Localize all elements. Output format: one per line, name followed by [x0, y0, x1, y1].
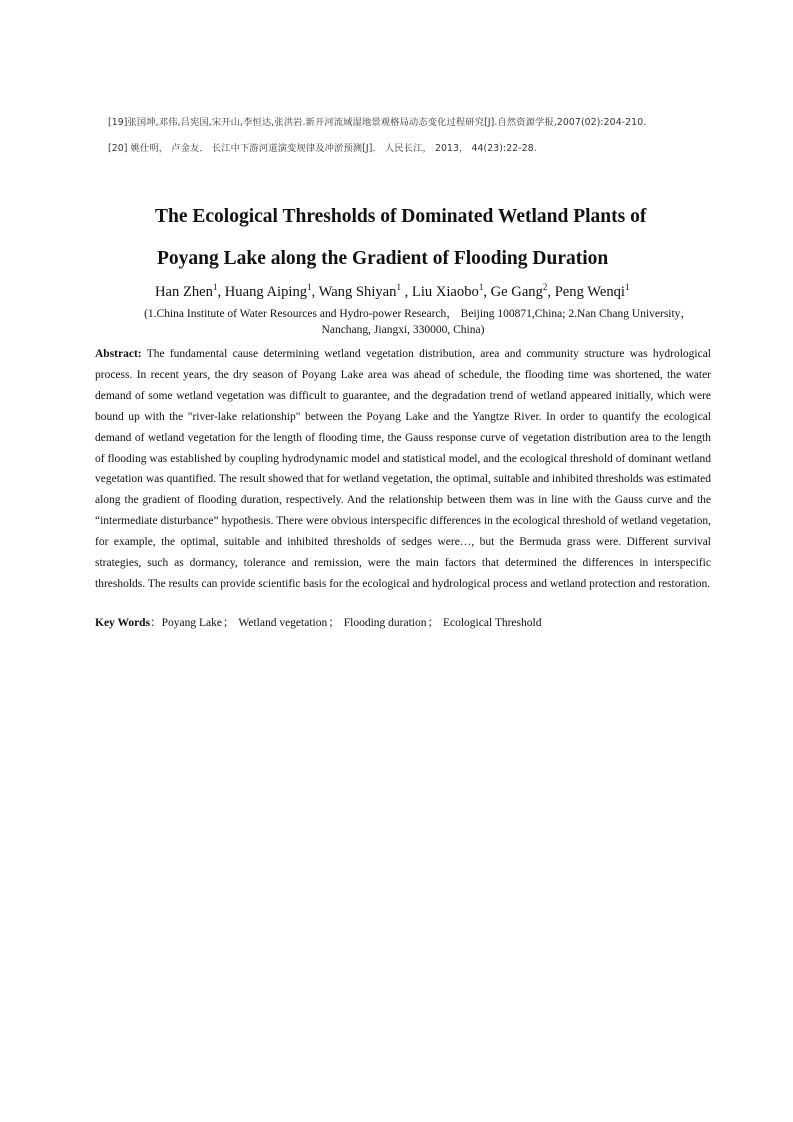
reference-19: [19]张国坤,邓伟,吕宪国,宋开山,李恒达,张洪岩.新开河流域湿地景观格局动态变化过程研究[J].自然资源学报,2007(02):204-210.: [108, 117, 647, 128]
keyword-separator: ；: [427, 617, 439, 629]
keywords: [95, 613, 711, 633]
author-affiliation-mark: 1: [625, 282, 630, 292]
author-separator: ,: [311, 284, 319, 300]
author-separator: ,: [483, 284, 491, 300]
keyword-separator: ；: [222, 617, 235, 629]
author-affiliation-mark: 1: [307, 282, 312, 292]
author-affiliation-mark: 1: [212, 282, 218, 292]
affiliation-line-2: Nanchang, Jiangxi, 330000, China): [321, 324, 485, 336]
author-name: Wang Shiyan: [318, 284, 397, 300]
author-name: Liu Xiaobo: [411, 284, 479, 300]
affiliation-line-1: (1.China Institute of Water Resources and Hydro-power Research， Beijing 100871,China; 2.Nan Chang University，: [144, 308, 692, 320]
keyword: Flooding duration: [343, 617, 427, 629]
keywords-label-separator: ：: [150, 617, 162, 629]
paper-title-line-1: The Ecological Thresholds of Dominated Wetland Plants of: [155, 206, 647, 227]
keyword: Poyang Lake: [161, 617, 222, 629]
author: [491, 284, 555, 300]
keyword-separator: ；: [328, 617, 340, 629]
author-name: Han Zhen: [155, 284, 213, 300]
abstract-text: The fundamental cause determining wetland vegetation distribution, area and community structure was hydrological process. In recent years, the dry season of Poyang Lake area was ahead of schedule, the flooding time was shortened, the water demand of some wetland vegetation was difficult to guarantee, and the degradation trend of wetland appeared initially, which were bound up with the "river-lake relationship" between the Poyang Lake and the Yangtze River. In order to quantify the ecological demand of wetland vegetation for the length of flooding time, the Gauss response curve of vegetation distribution area to the length of flooding was established by coupling hydrodynamic model and statistical model, and the ecological threshold of dominant wetland vegetation was quantified. The result showed that for wetland vegetation, the optimal, suitable and inhibited thresholds was estimated along the gradient of flooding duration, respectively. And the relationship between them was in line with the Gauss curve and the “intermediate disturbance” hypothesis. There were obvious interspecific differences in the ecological threshold of wetland vegetation, for example, the optimal, suitable and inhibited thresholds of sedges were…, but the Bermuda grass were. Different survival strategies, such as dormancy, tolerance and remission, were the main factors that determined the differences in interspecific thresholds. The results can provide scientific basis for the ecological and hydrological process and wetland protection and restoration.: [95, 348, 711, 590]
keywords-label: Key Words: [95, 617, 151, 629]
references-list: [108, 114, 748, 166]
abstract-label: Abstract:: [95, 348, 142, 360]
author-name: Peng Wenqi: [554, 284, 625, 300]
author-affiliation-mark: 1: [478, 282, 484, 292]
author-separator: ,: [217, 284, 225, 300]
author-affiliation-mark: 2: [542, 282, 548, 292]
author-name: Ge Gang: [490, 284, 543, 300]
author-list: [155, 282, 715, 301]
reference-20: [20] 姚仕明， 卢金友． 长江中下游河道演变规律及冲淤预测[J]． 人民长江， 2013， 44(23):22-28.: [108, 143, 537, 154]
author: [412, 284, 491, 300]
keyword: Ecological Threshold: [442, 617, 542, 629]
keyword: Wetland vegetation: [238, 617, 328, 629]
author: [155, 284, 225, 300]
author-separator: ,: [400, 284, 412, 300]
abstract: [95, 344, 711, 595]
paper-title-line-2: Poyang Lake along the Gradient of Flooding Duration: [157, 248, 609, 269]
author: [319, 284, 412, 300]
author-name: Huang Aiping: [224, 284, 308, 300]
author-affiliation-mark: 1: [396, 282, 401, 292]
author: [225, 284, 319, 300]
author: [555, 284, 630, 300]
author-separator: ,: [547, 284, 555, 300]
